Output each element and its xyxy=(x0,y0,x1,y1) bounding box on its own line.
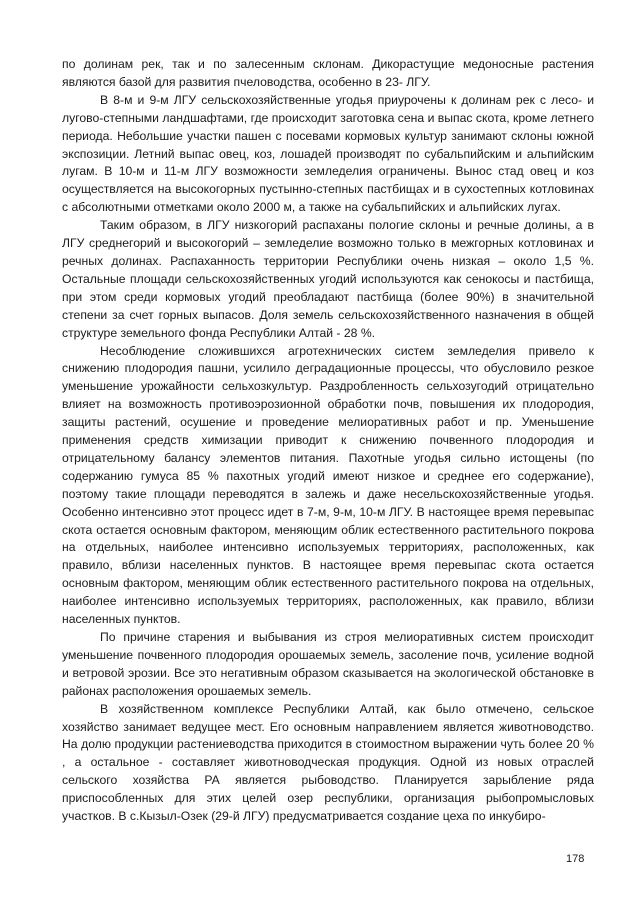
page-number: 178 xyxy=(566,853,585,865)
paragraph-3: Таким образом, в ЛГУ низкогорий распаханы пологие склоны и речные долины, а в ЛГУ среднегорий и высокогорий – земледелие возможно только в межгорных котловинах и речных долинах. Распаханность территории Республики очень низкая – около 1,5 %. Остальные площади сельскохозяйственных угодий используются как сенокосы и пастбища, при этом среди кормовых угодий преобладают пастбища (более 90%) в значительной степени за счет горных выпасов. Доля земель сельскохозяйственного назначения в общей структуре земельного фонда Республики Алтай - 28 %. xyxy=(62,218,594,340)
paragraph-1: по долинам рек, так и по залесенным склонам. Дикорастущие медоносные растения являются базой для развития пчеловодства, особенно в 23- ЛГУ. xyxy=(62,57,594,89)
text-body xyxy=(62,56,594,826)
paragraph-2: В 8-м и 9-м ЛГУ сельскохозяйственные угодья приурочены к долинам рек с лесо- и лугово-степными ландшафтами, где происходит заготовка сена и выпас скота, кроме летнего периода. Небольшие участки пашен с посевами кормовых культур занимают склоны южной экспозиции. Летний выпас овец, коз, лошадей производят по субальпийским и альпийским лугам. В 10-м и 11-м ЛГУ возможности земледелия ограничены. Вынос стад овец и коз осуществляется на высокогорных пустынно-степных пастбищах и в сухостепных котловинах с абсолютными отметками около 2000 м, а также на субальпийских и альпийских лугах. xyxy=(62,92,594,215)
paragraph-5: По причине старения и выбывания из строя мелиоративных систем происходит уменьшение почвенного плодородия орошаемых земель, засоление почв, усиление водной и ветровой эрозии. Все это негативным образом сказывается на экологической обстановке в районах расположения орошаемых земель. xyxy=(62,630,594,698)
paragraph-4: Несоблюдение сложившихся агротехнических систем земледелия привело к снижению плодородия пашни, усилило деградационные процессы, что обусловило резкое уменьшение урожайности сельхозкультур. Раздробленность сельхозугодий отрицательно влияет на возможность противоэрозионной обработки почв, повышения их плодородия, защиты растений, осушение и проведение мелиоративных работ и пр. Уменьшение применения средств химизации приводит к снижению почвенного плодородия и отрицательному балансу элементов питания. Пахотные угодья сильно истощены (по содержанию гумуса 85 % пахотных угодий имеют низкое и среднее его содержание), поэтому такие площади переводятся в залежь и даже несельскохозяйственные угодья. Особенно интенсивно этот процесс идет в 7-м, 9-м, 10-м ЛГУ. В настоящее время перевыпас скота остается основным фактором, меняющим облик естественного растительного покрова на отдельных, наиболее интенсивно используемых территориях, расположенных, как правило, вблизи населенных пунктов. В настоящее время перевыпас скота остается основным фактором, меняющим облик естественного растительного покрова на отдельных, наиболее интенсивно используемых территориях, расположенных, как правило, вблизи населенных пунктов. xyxy=(62,343,594,627)
paragraph-6: В хозяйственном комплексе Республики Алтай, как было отмечено, сельское хозяйство занимает ведущее мест. Его основным направлением является животноводство. На долю продукции растениеводства приходится в стоимостном выражении чуть более 20 % , а остальное - составляет животноводческая продукция. Одной из новых отраслей сельского хозяйства РА является рыбоводство. Планируется зарыбление ряда приспособленных для этих целей озер республики, организация рыбопромысловых участков. В с.Кызыл-Озек (29-й ЛГУ) предусматривается создание цеха по инкубиро- xyxy=(62,701,594,824)
